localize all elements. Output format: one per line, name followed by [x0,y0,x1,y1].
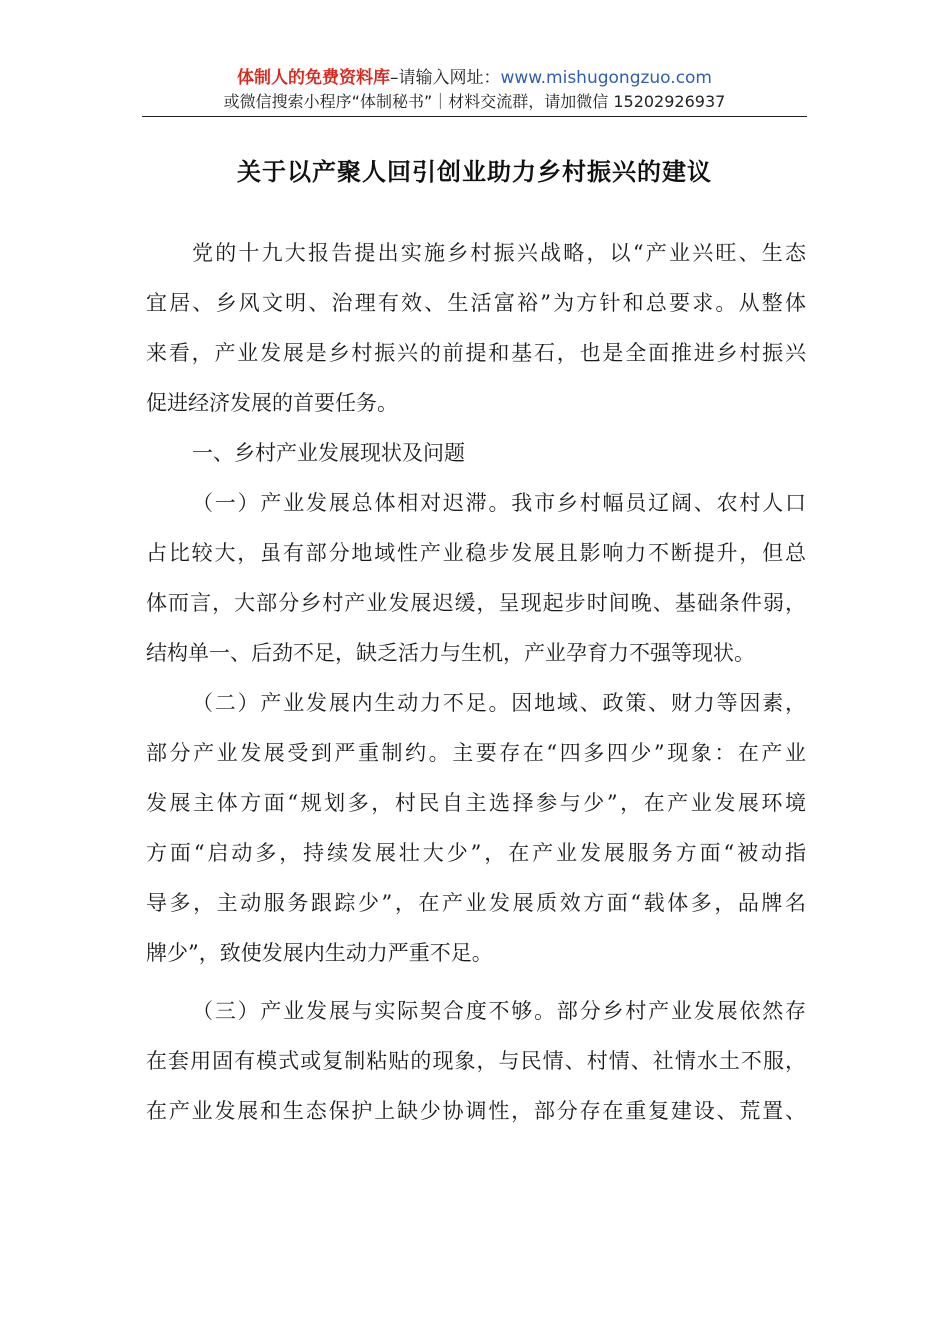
page-header [142,66,807,114]
header-line-2: 或微信搜索小程序“体制秘书”｜材料交流群，请加微信 15202926937 [223,92,726,111]
body-text-line: 宜居、乡风文明、治理有效、生活富裕”为方针和总要求。从整体 [146,291,806,315]
body-text-line: 部分产业发展受到严重制约。主要存在“四多四少”现象：在产业 [146,741,806,765]
body-text-line: 方面“启动多，持续发展壮大少”，在产业发展服务方面“被动指 [146,841,806,865]
body-text-line: 在套用固有模式或复制粘贴的现象，与民情、村情、社情水土不服， [146,1049,806,1073]
body-text-line: 发展主体方面“规划多，村民自主选择参与少”，在产业发展环境 [146,791,806,815]
body-text-line: 一、乡村产业发展现状及问题 [192,441,465,465]
body-text-line: 在产业发展和生态保护上缺少协调性，部分存在重复建设、荒置、 [146,1099,806,1123]
body-text-line: （一）产业发展总体相对迟滞。我市乡村幅员辽阔、农村人口 [192,491,806,515]
body-text-line: 结构单一、后劲不足，缺乏活力与生机，产业孕育力不强等现状。 [146,641,755,665]
body-text-line: 导多，主动服务跟踪少”，在产业发展质效方面“载体多，品牌名 [146,891,806,915]
body-text-line: （二）产业发展内生动力不足。因地域、政策、财力等因素， [192,691,806,715]
body-text-line: 牌少”，致使发展内生动力严重不足。 [146,941,493,965]
body-text-line: 来看，产业发展是乡村振兴的前提和基石，也是全面推进乡村振兴 [146,341,806,365]
body-text-line: 体而言，大部分乡村产业发展迟缓，呈现起步时间晚、基础条件弱， [146,591,806,615]
header-divider [142,116,807,117]
header-url-link[interactable]: www.mishugongzuo.com [500,68,712,88]
document-title: 关于以产聚人回引创业助力乡村振兴的建议 [237,157,712,186]
header-prompt-text: –请输入网址： [389,68,501,88]
body-text-line: 促进经济发展的首要任务。 [146,391,398,415]
header-line-1 [142,66,807,90]
body-text-line: （三）产业发展与实际契合度不够。部分乡村产业发展依然存 [192,999,806,1023]
body-text-line: 占比较大，虽有部分地域性产业稳步发展且影响力不断提升，但总 [146,541,806,565]
document-body [146,228,806,1136]
body-text-line: 党的十九大报告提出实施乡村振兴战略，以“产业兴旺、生态 [192,241,806,265]
header-brand-text: 体制人的免费资料库 [236,68,390,88]
paragraph-gap [146,978,806,986]
